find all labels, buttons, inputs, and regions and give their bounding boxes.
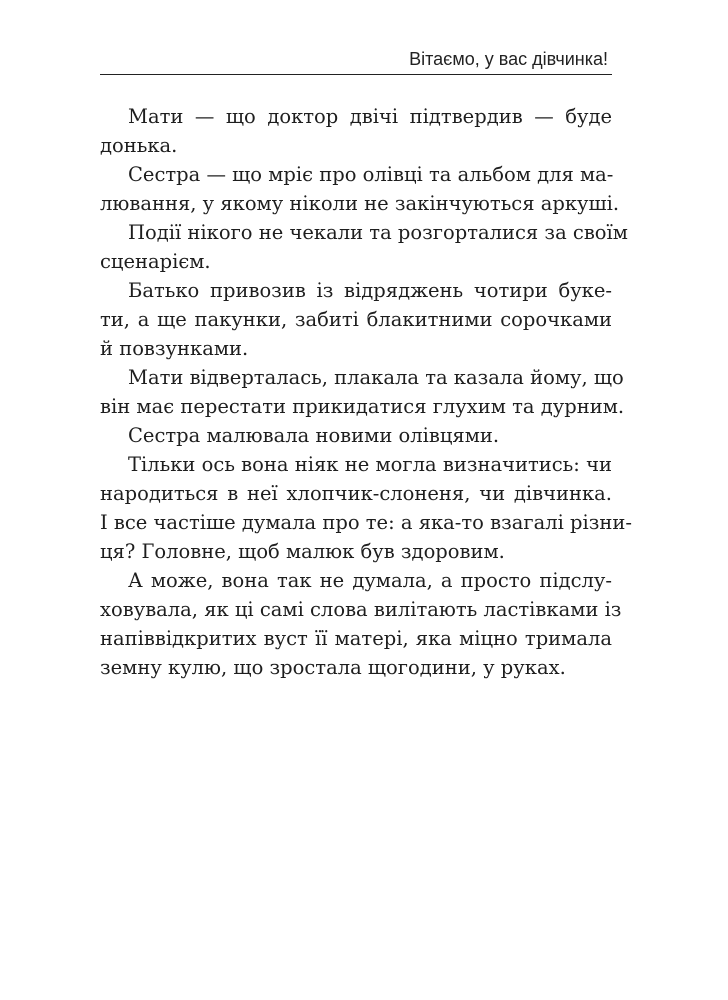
- text-line: А може, вона так не думала, а просто підслу-: [128, 569, 612, 592]
- chapter-title: Вітаємо, у вас дівчинка!: [409, 49, 608, 69]
- text-line: Сестра — що мріє про олівці та альбом для ма-: [128, 163, 614, 186]
- text-line: Батько привозив із відряджень чотири букe-: [128, 279, 612, 302]
- text-line: народиться в неї хлопчик-слоненя, чи дівчинка.: [100, 482, 612, 505]
- text-line: земну кулю, що зростала щогодини, у руках.: [100, 656, 566, 679]
- text-line: Сестра малювала новими олівцями.: [128, 424, 500, 447]
- body-text: [100, 102, 632, 682]
- text-line: донька.: [100, 134, 178, 157]
- text-line: він має перестати прикидатися глухим та дурним.: [100, 395, 625, 418]
- text-line: ця? Головне, щоб малюк був здоровим.: [100, 540, 505, 563]
- text-line: І все частіше думала про те: а яка-то взагалі різни-: [100, 511, 632, 534]
- text-line: Мати — що доктор двічі підтвердив — буде: [128, 105, 612, 128]
- text-line: напіввідкритих вуст її матері, яка міцно тримала: [100, 627, 612, 650]
- text-line: Мати відверталась, плакала та казала йому, що: [128, 366, 624, 389]
- text-line: ховувала, як ці самі слова вилітають ластівками із: [100, 598, 622, 621]
- text-line: Тільки ось вона ніяк не могла визначитись: чи: [128, 453, 612, 476]
- running-header: [100, 44, 612, 75]
- text-line: й повзунками.: [100, 337, 249, 360]
- text-line: ти, а ще пакунки, забиті блакитними сорочками: [100, 308, 612, 331]
- text-line: сценарієм.: [100, 250, 211, 273]
- text-line: лювання, у якому ніколи не закінчуються аркуші.: [100, 192, 620, 215]
- text-line: Події нікого не чекали та розгорталися за своїм: [128, 221, 628, 244]
